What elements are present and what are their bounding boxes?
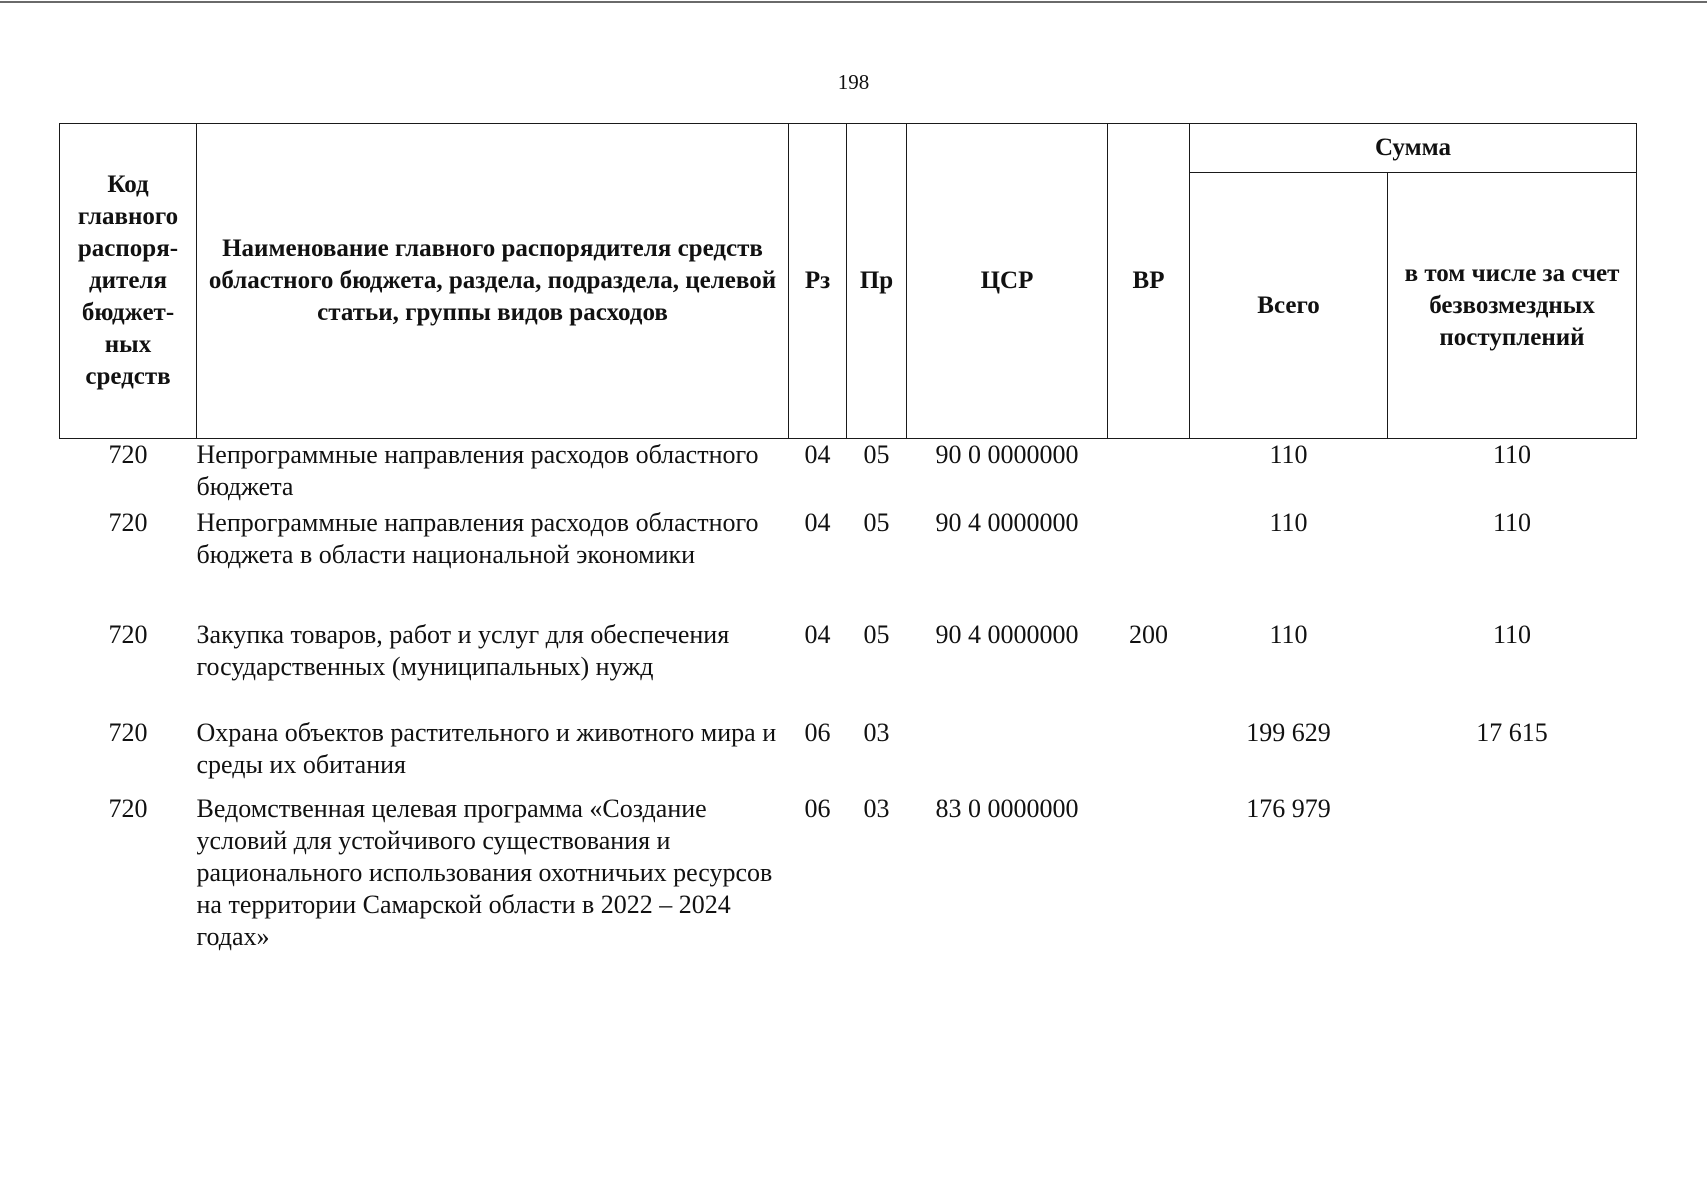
cell-csr: 90 4 0000000 <box>935 508 1079 537</box>
cell-name: Закупка товаров, работ и услуг для обеспечения государственных (муниципальных) нужд <box>196 620 730 681</box>
cell-name: Ведомственная целевая программа «Создание условий для устойчивого существования и рационального использования охотничьих ресурсов на территории Самарской области в 2022 – 2024 годах» <box>196 794 773 951</box>
cell-vr: 200 <box>1129 620 1168 649</box>
cell-including: 110 <box>1492 620 1532 649</box>
cell-including: 17 615 <box>1476 718 1548 747</box>
table-row <box>60 439 1637 508</box>
cell-csr: 90 4 0000000 <box>935 620 1079 649</box>
cell-total: 110 <box>1269 620 1308 649</box>
cell-csr: 83 0 0000000 <box>935 794 1079 823</box>
cell-total: 199 629 <box>1246 718 1331 747</box>
cell-code: 720 <box>108 718 148 747</box>
cell-name: Охрана объектов растительного и животного мира и среды их обитания <box>196 718 777 779</box>
header-total: Всего <box>1190 173 1388 439</box>
cell-rz: 04 <box>804 620 831 649</box>
header-rz: Рз <box>789 124 847 439</box>
cell-pr: 05 <box>863 620 890 649</box>
cell-rz: 06 <box>804 794 831 823</box>
header-vr: ВР <box>1108 124 1190 439</box>
cell-including: 110 <box>1492 440 1532 469</box>
cell-csr <box>907 717 1108 793</box>
header-code: Код главного распоря-дителя бюджет-ных средств <box>60 124 197 439</box>
cell-code: 720 <box>108 794 148 823</box>
cell-vr <box>1108 793 1190 963</box>
table-row <box>60 507 1637 619</box>
cell-pr: 03 <box>863 718 890 747</box>
cell-name: Непрограммные направления расходов областного бюджета в области национальной экономики <box>196 508 759 569</box>
header-including: в том числе за счет безвозмездных поступлений <box>1388 173 1637 439</box>
budget-table <box>59 123 1637 963</box>
page-number: 198 <box>837 70 870 94</box>
cell-rz: 04 <box>804 440 831 469</box>
cell-including <box>1388 793 1637 963</box>
header-summa: Сумма <box>1190 124 1637 173</box>
header-pr: Пр <box>847 124 907 439</box>
cell-including: 110 <box>1492 508 1532 537</box>
cell-vr <box>1108 717 1190 793</box>
table-row <box>60 619 1637 717</box>
cell-vr <box>1108 507 1190 619</box>
cell-vr <box>1108 439 1190 508</box>
scan-top-edge-line <box>0 1 1707 3</box>
cell-rz: 04 <box>804 508 831 537</box>
table-row <box>60 793 1637 963</box>
cell-pr: 05 <box>863 508 890 537</box>
cell-csr: 90 0 0000000 <box>935 440 1079 469</box>
header-name: Наименование главного распорядителя средств областного бюджета, раздела, подраздела, целевой статьи, группы видов расходов <box>197 124 789 439</box>
table-row <box>60 717 1637 793</box>
cell-pr: 05 <box>863 440 890 469</box>
cell-total: 176 979 <box>1246 794 1331 823</box>
cell-code: 720 <box>108 440 148 469</box>
table-header <box>60 124 1637 439</box>
cell-pr: 03 <box>863 794 890 823</box>
cell-code: 720 <box>108 508 148 537</box>
cell-name: Непрограммные направления расходов областного бюджета <box>196 440 759 501</box>
header-csr: ЦСР <box>907 124 1108 439</box>
cell-total: 110 <box>1269 508 1308 537</box>
table-body <box>60 439 1637 964</box>
cell-total: 110 <box>1269 440 1308 469</box>
cell-rz: 06 <box>804 718 831 747</box>
cell-code: 720 <box>108 620 148 649</box>
